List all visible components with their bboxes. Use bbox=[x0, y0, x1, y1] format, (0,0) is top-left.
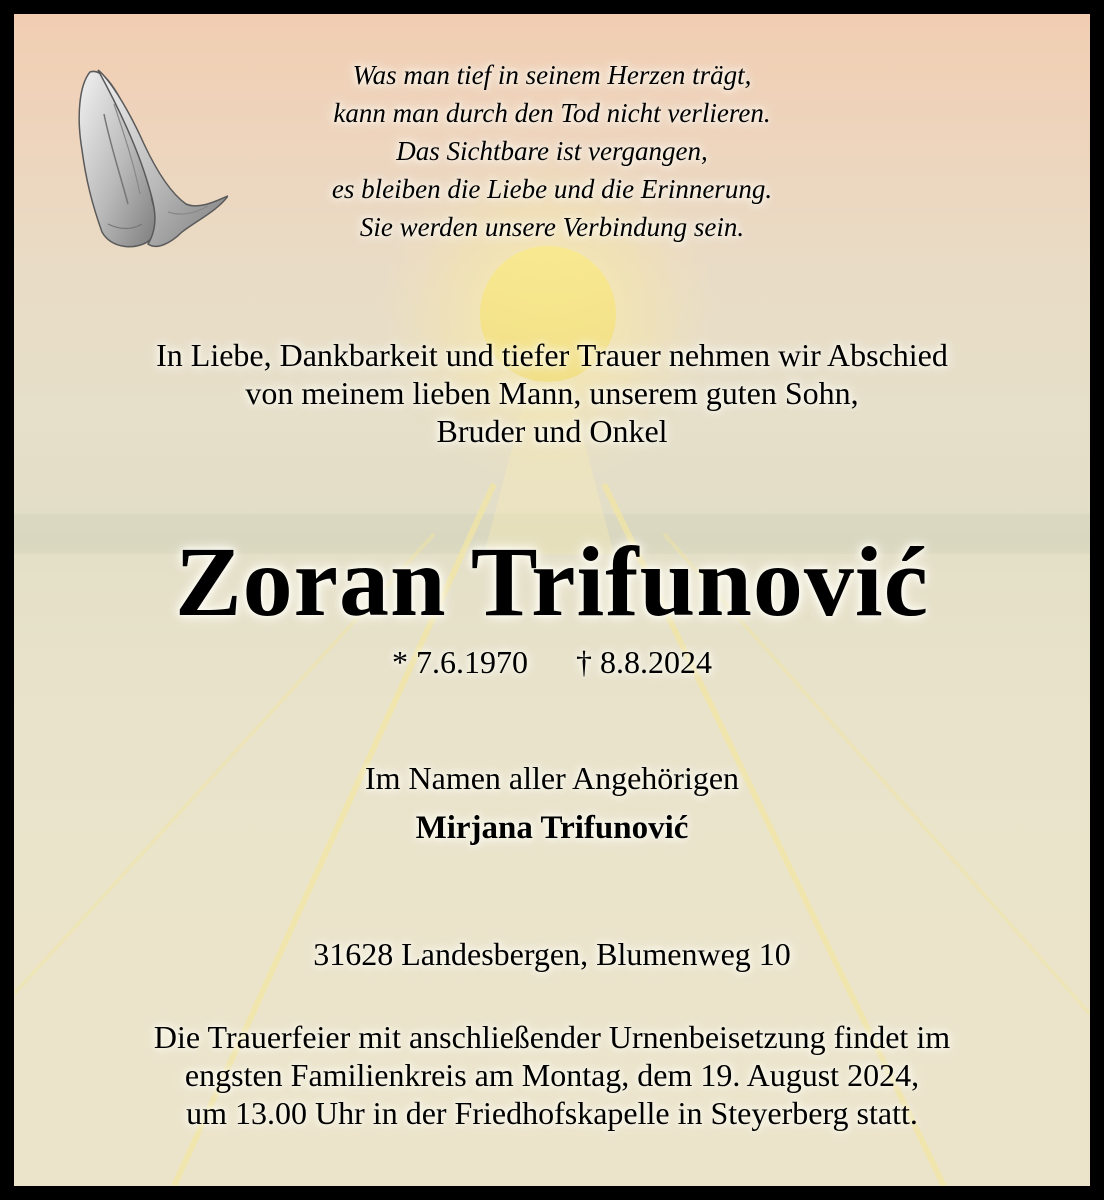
ceremony-line: Die Trauerfeier mit anschließender Urnenbeisetzung findet im bbox=[153, 1019, 951, 1055]
ceremony-line: engsten Familienkreis am Montag, dem 19. August 2024, bbox=[184, 1057, 920, 1093]
deceased-name: Zoran Trifunović bbox=[174, 526, 930, 637]
poem-line: kann man durch den Tod nicht verlieren. bbox=[333, 98, 771, 128]
intro-line: von meinem lieben Mann, unserem guten Sohn, bbox=[245, 375, 859, 411]
ceremony-line: um 13.00 Uhr in der Friedhofskapelle in Steyerberg statt. bbox=[186, 1095, 918, 1131]
birth-date: * 7.6.1970 bbox=[392, 644, 528, 680]
poem-line: es bleiben die Liebe und die Erinnerung. bbox=[331, 174, 773, 204]
poem-line: Was man tief in seinem Herzen trägt, bbox=[352, 60, 752, 90]
address: 31628 Landesbergen, Blumenweg 10 bbox=[313, 936, 791, 972]
intro-text bbox=[14, 336, 1090, 450]
intro-line: Bruder und Onkel bbox=[436, 413, 668, 449]
life-dates bbox=[14, 642, 1090, 682]
poem bbox=[14, 56, 1090, 246]
ceremony-info bbox=[14, 1018, 1090, 1132]
poem-line: Sie werden unsere Verbindung sein. bbox=[359, 212, 745, 242]
death-date: † 8.8.2024 bbox=[576, 644, 712, 680]
intro-line: In Liebe, Dankbarkeit und tiefer Trauer nehmen wir Abschied bbox=[156, 337, 948, 373]
family-name: Mirjana Trifunović bbox=[415, 810, 689, 846]
family-label: Im Namen aller Angehörigen bbox=[364, 760, 740, 796]
poem-line: Das Sichtbare ist vergangen, bbox=[396, 136, 708, 166]
